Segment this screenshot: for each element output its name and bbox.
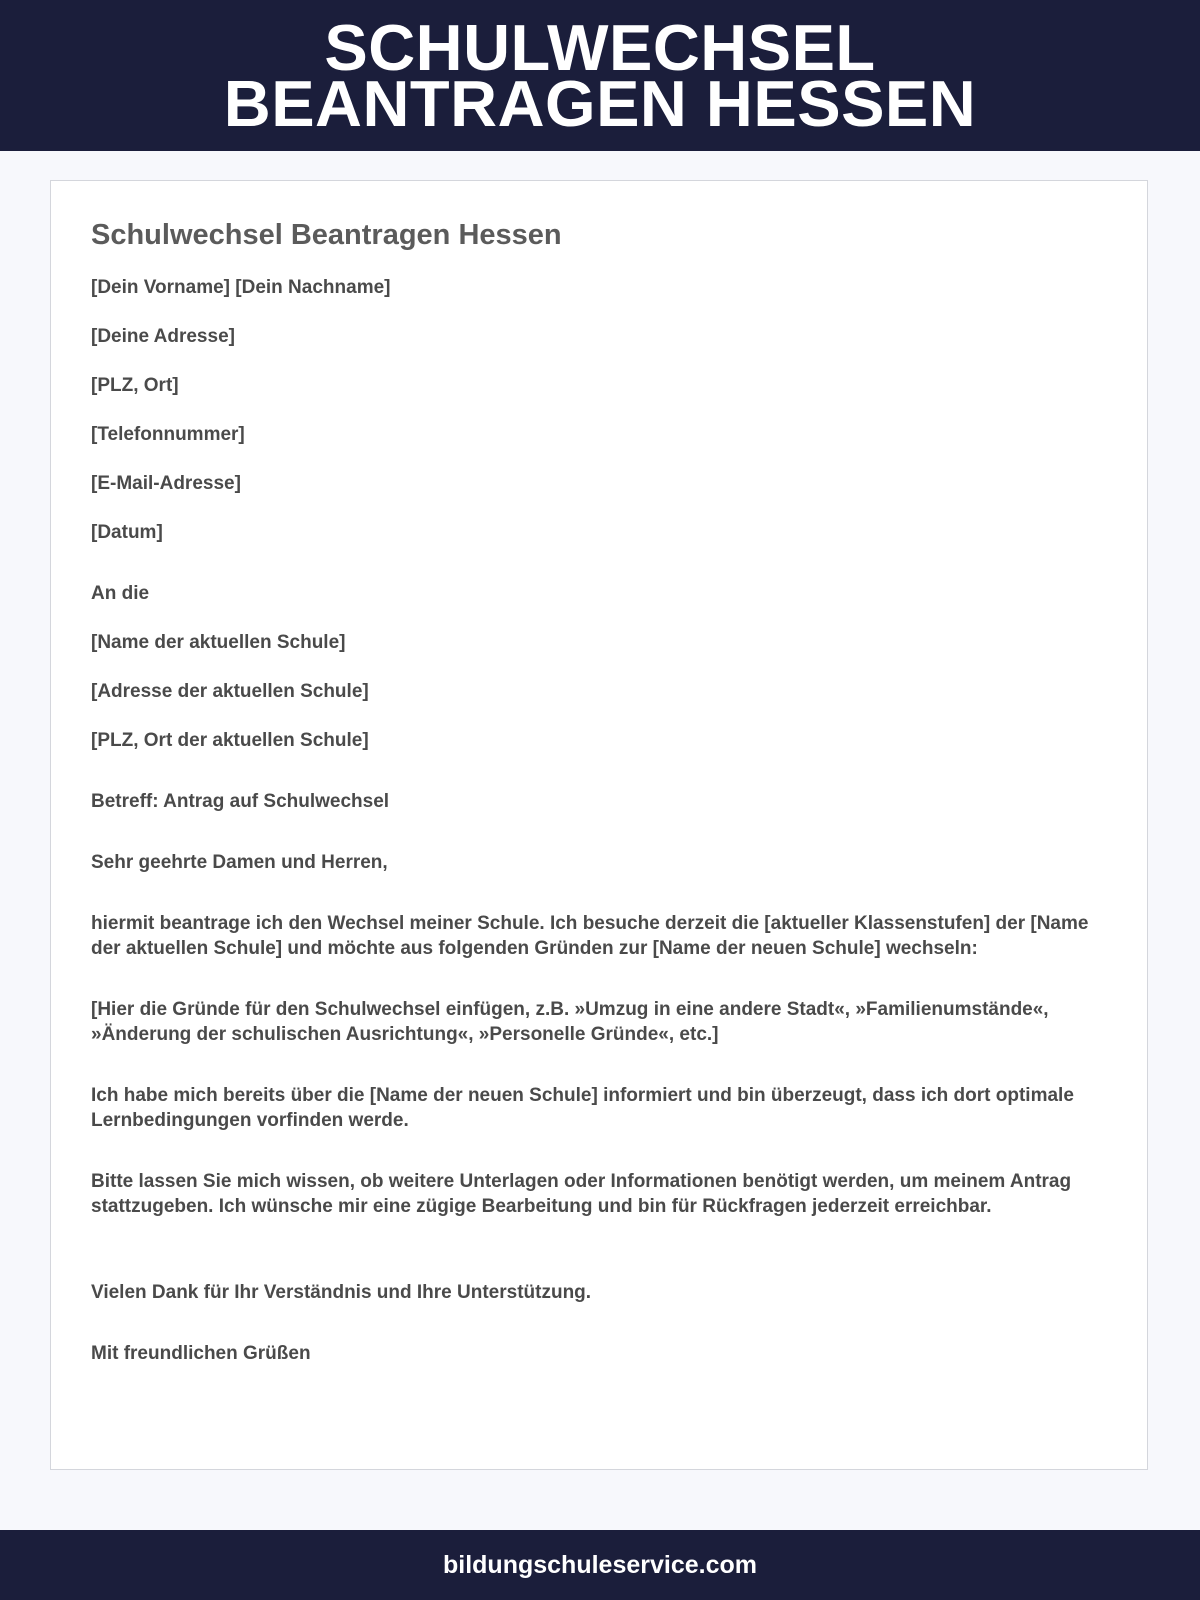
- banner-title-line-2: BEANTRAGEN HESSEN: [223, 66, 977, 140]
- footer-site-link[interactable]: bildungschuleservice.com: [443, 1550, 757, 1579]
- letter-date: [Datum]: [91, 522, 163, 543]
- letter-card: [50, 180, 1148, 1470]
- recipient-school-address: [Adresse der aktuellen Schule]: [91, 681, 369, 702]
- letter-salutation: Sehr geehrte Damen und Herren,: [91, 852, 388, 873]
- document-title: Schulwechsel Beantragen Hessen: [91, 219, 562, 251]
- recipient-school-name: [Name der aktuellen Schule]: [91, 632, 346, 653]
- letter-paragraph: Ich habe mich bereits über die [Name der neuen Schule] informiert und bin überzeugt, dass ich dort optimale Lernbedingungen vorfinden werde.: [91, 1085, 1074, 1131]
- footer-bar: [0, 1530, 1200, 1600]
- header-banner: [0, 0, 1200, 151]
- sender-address: [Deine Adresse]: [91, 326, 235, 347]
- letter-paragraph: [Hier die Gründe für den Schulwechsel einfügen, z.B. »Umzug in eine andere Stadt«, »Familienumstände«, »Änderung der schulischen Ausrichtung«, »Personelle Gründe«, etc.]: [91, 999, 1049, 1045]
- letter-paragraph: Vielen Dank für Ihr Verständnis und Ihre Unterstützung.: [91, 1282, 592, 1303]
- letter-paragraph: hiermit beantrage ich den Wechsel meiner Schule. Ich besuche derzeit die [aktueller Klassenstufen] der [Name der aktuellen Schule] und möchte aus folgenden Gründen zur [Name der neuen Schule] wechseln:: [91, 913, 1089, 959]
- sender-name: [Dein Vorname] [Dein Nachname]: [91, 277, 391, 298]
- letter-paragraph: Bitte lassen Sie mich wissen, ob weitere Unterlagen oder Informationen benötigt werden, um meinem Antrag stattzugeben. Ich wünsche mir eine zügige Bearbeitung und bin für Rückfragen jederzeit erreichbar.: [91, 1171, 1072, 1217]
- sender-email: [E-Mail-Adresse]: [91, 473, 241, 494]
- sender-phone: [Telefonnummer]: [91, 424, 245, 445]
- letter-subject: Betreff: Antrag auf Schulwechsel: [91, 791, 390, 812]
- recipient-intro: An die: [91, 583, 150, 604]
- letter-closing: Mit freundlichen Grüßen: [91, 1343, 311, 1364]
- recipient-school-city: [PLZ, Ort der aktuellen Schule]: [91, 730, 369, 751]
- banner-title-line-1: SCHULWECHSEL: [324, 10, 876, 84]
- sender-city: [PLZ, Ort]: [91, 375, 179, 396]
